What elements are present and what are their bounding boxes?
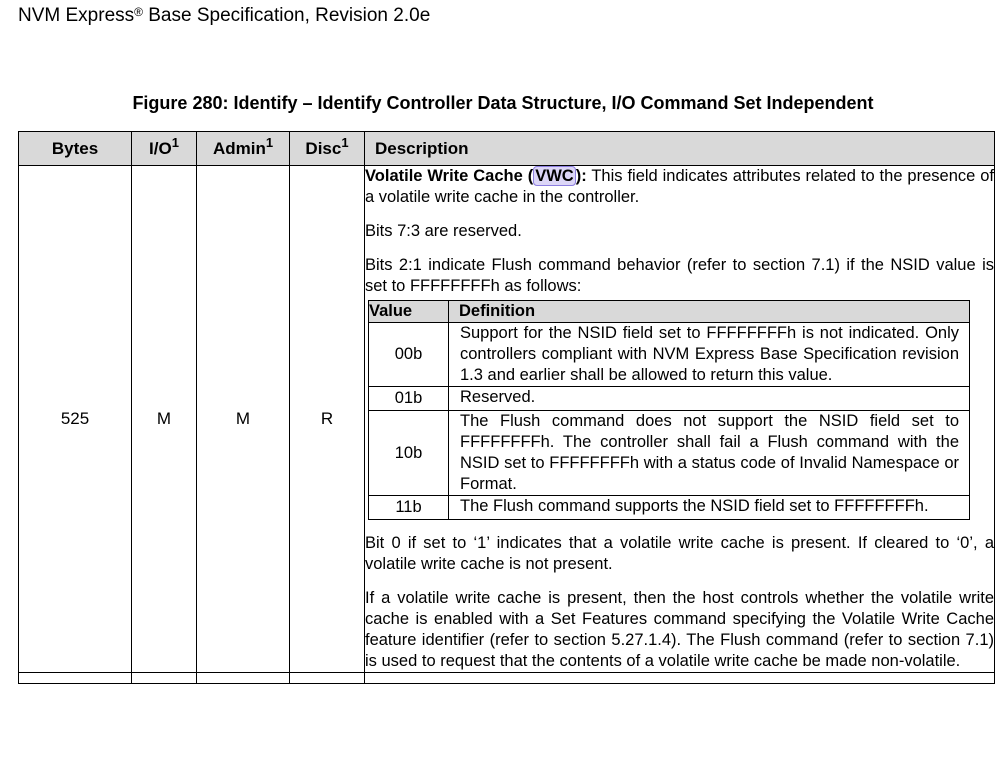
host-control-paragraph: If a volatile write cache is present, then the host controls whether the volatile write cache is enabled with a Set Features command specifying the Volatile Write Cache feature identifier (refer to section 5.27.1.4). The Flush command (refer to section 7.1) is used to request that the contents of a volatile write cache be made non-volatile.: [365, 589, 994, 670]
header-title: NVM Express: [18, 5, 135, 26]
bits-2-1-paragraph: Bits 2:1 indicate Flush command behavior (refer to section 7.1) if the NSID value is set to FFFFFFFFh as follows:: [365, 256, 994, 295]
table-row: [369, 411, 970, 496]
field-name: Volatile Write Cache ( VWC ):: [365, 167, 587, 185]
document-header: [18, 4, 430, 28]
bit-0-paragraph: Bit 0 if set to ‘1’ indicates that a volatile write cache is present. If cleared to ‘0’, a volatile write cache is not present.: [365, 534, 994, 573]
table-row: [369, 323, 970, 387]
value-cell: 00b: [369, 323, 449, 387]
cell-admin: M: [197, 166, 290, 673]
value-cell: 11b: [369, 496, 449, 520]
definition-cell: Reserved.: [449, 387, 970, 411]
inner-header-definition: Definition: [449, 301, 970, 323]
bits-7-3-paragraph: Bits 7:3 are reserved.: [365, 222, 522, 240]
column-header-io: $I/O^1$: [132, 132, 197, 166]
value-cell: 01b: [369, 387, 449, 411]
table-row: [369, 387, 970, 411]
flush-behavior-table: [368, 300, 970, 520]
cell-io: M: [132, 166, 197, 673]
table-header-row: [19, 132, 995, 166]
column-header-description: Description: [365, 132, 995, 166]
header-revision: Base Specification, Revision 2.0e: [142, 5, 431, 26]
table-row: [19, 166, 995, 673]
registered-mark: ®: [134, 5, 143, 19]
field-intro-text: This field indicates attributes related to the presence of a volatile write cache in the controller.: [365, 167, 994, 206]
column-header-admin: Admin$^1$: [197, 132, 290, 166]
inner-header-row: [369, 301, 970, 323]
cell-bytes: 525: [19, 166, 132, 673]
field-intro-paragraph: [365, 166, 994, 208]
inner-header-value: Value: [369, 301, 449, 323]
definition-cell: Support for the NSID field set to FFFFFFFFh is not indicated. Only controllers compliant with NVM Express Base Specification revision 1.3 and earlier shall be allowed to return this value.: [449, 323, 970, 387]
column-header-disc: Disc$^1$: [290, 132, 365, 166]
vwc-highlight: VWC: [535, 167, 574, 185]
definition-cell: The Flush command does not support the NSID field set to FFFFFFFFh. The controller shall fail a Flush command with the NSID set to FFFFFFFFh with a status code of Invalid Namespace or Format.: [449, 411, 970, 496]
definition-cell: The Flush command supports the NSID field set to FFFFFFFFh.: [449, 496, 970, 520]
identify-controller-table: [18, 131, 995, 684]
cell-description: [365, 166, 995, 673]
next-row-continuation: [19, 673, 995, 684]
cell-disc: R: [290, 166, 365, 673]
column-header-bytes: Bytes: [19, 132, 132, 166]
value-cell: 10b: [369, 411, 449, 496]
figure-title: Figure 280: Identify – Identify Controller Data Structure, I/O Command Set Independent: [132, 93, 874, 113]
table-row: [369, 496, 970, 520]
